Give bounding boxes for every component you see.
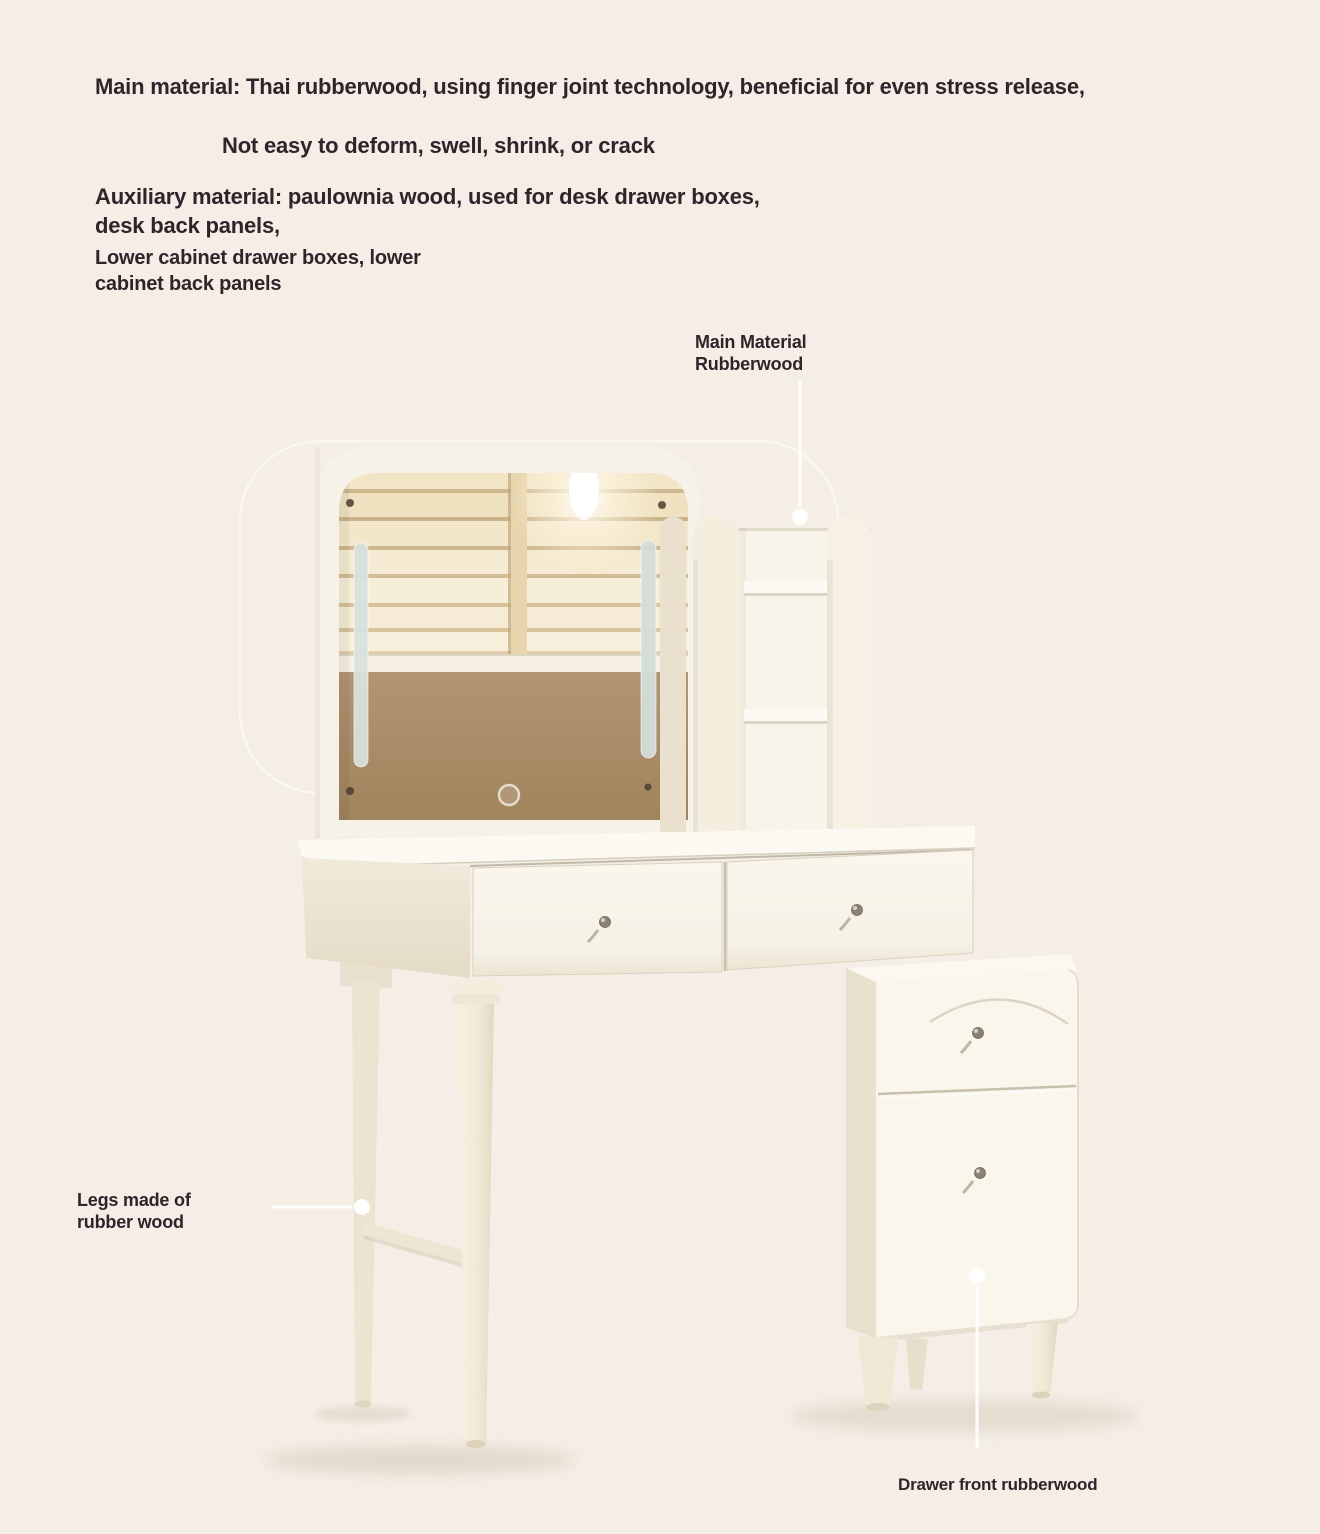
mirror-reflection: [339, 423, 689, 820]
description-auxiliary-line1: Auxiliary material: paulownia wood, used for desk drawer boxes,: [95, 184, 760, 209]
description-lower-cabinet-line1: Lower cabinet drawer boxes, lower: [95, 247, 421, 269]
leader-main-material: [792, 380, 808, 525]
callout-main-material-label: [695, 331, 806, 375]
floor-shadows: [265, 1400, 1140, 1474]
mirror-assembly: [315, 423, 871, 838]
desk-side-face: [302, 858, 470, 978]
description-main-material: Main material: Thai rubberwood, using finger joint technology, beneficial for even stress release,: [95, 74, 1085, 99]
callout-legs-line1: Legs made of: [77, 1190, 191, 1210]
desk-leg-front: [450, 980, 502, 1448]
cabinet-side-face: [846, 968, 876, 1338]
callout-legs-line2: rubber wood: [77, 1212, 184, 1232]
callout-main-material-line2: Rubberwood: [695, 354, 803, 374]
window-sill-reflection: [339, 656, 689, 672]
callout-main-material-line1: Main Material: [695, 332, 807, 352]
description-durability: Not easy to deform, swell, shrink, or crack: [222, 133, 655, 158]
divider-panel-inner: [660, 517, 686, 832]
shelf-side-panel-right: [827, 515, 871, 830]
description-lower-cabinet: [95, 245, 421, 297]
desk-leg-back: [352, 982, 380, 1404]
callout-legs-label: [77, 1189, 191, 1233]
side-cabinet: [846, 954, 1078, 1411]
description-auxiliary-material: [95, 182, 760, 240]
desk-drawer-left: [473, 862, 722, 976]
description-auxiliary-line2: desk back panels,: [95, 213, 280, 238]
callout-drawer-front-label: Drawer front rubberwood: [898, 1475, 1098, 1494]
mirror-touch-control: [499, 785, 519, 805]
description-lower-cabinet-line2: cabinet back panels: [95, 273, 282, 295]
desk-drawer-right: [727, 850, 973, 970]
divider-panel-outer: [693, 516, 740, 832]
